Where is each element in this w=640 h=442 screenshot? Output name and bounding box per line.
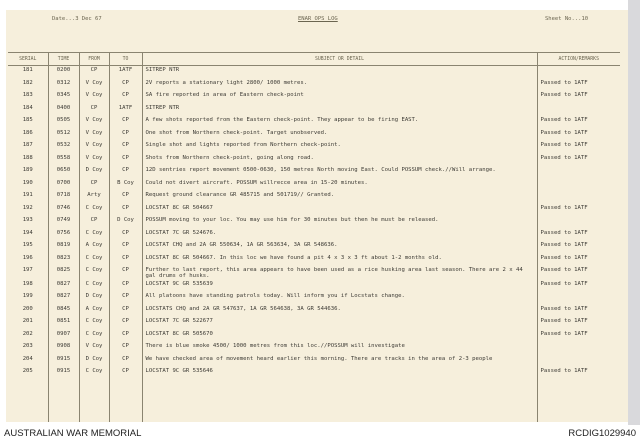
- cell-from: C Coy: [79, 330, 109, 343]
- table-row: [8, 154, 620, 167]
- table-row: [8, 355, 620, 368]
- table-row: [8, 254, 620, 267]
- cell-time: 0532: [48, 141, 79, 154]
- cell-time: 0827: [48, 280, 79, 293]
- cell-serial: 201: [8, 317, 48, 330]
- cell-action: Passed to 1ATF: [540, 280, 588, 287]
- blank-cell: [8, 380, 48, 422]
- cell-to: CP: [109, 191, 142, 204]
- cell-subject: One shot from Northern check-point. Target unobserved.: [142, 129, 537, 142]
- cell-time: 0851: [48, 317, 79, 330]
- cell-from: C Coy: [79, 204, 109, 217]
- cell-time: 0746: [48, 204, 79, 217]
- cell-to: CP: [109, 204, 142, 217]
- table-row: [8, 266, 620, 280]
- cell-to: CP: [109, 355, 142, 368]
- table-row: [8, 204, 620, 217]
- cell-serial: 199: [8, 292, 48, 305]
- cell-from: CP: [79, 179, 109, 192]
- cell-subject: LOCSTATS CHQ and 2A GR 547637, 1A GR 564638, 3A GR 544636.: [142, 305, 537, 318]
- cell-serial: 190: [8, 179, 48, 192]
- cell-serial: 191: [8, 191, 48, 204]
- cell-time: 0512: [48, 129, 79, 142]
- cell-serial: 205: [8, 367, 48, 380]
- cell-to: CP: [109, 330, 142, 343]
- cell-action: Passed to 1ATF: [540, 330, 588, 337]
- col-time: TIME: [48, 53, 79, 66]
- cell-time: 0823: [48, 254, 79, 267]
- cell-action: Passed to 1ATF: [540, 305, 588, 312]
- cell-time: 0915: [48, 367, 79, 380]
- cell-subject: LOCSTAT 8C GR 504667: [142, 204, 537, 217]
- cell-action: Passed to 1ATF: [540, 368, 588, 375]
- table-row: [8, 179, 620, 192]
- cell-from: C Coy: [79, 367, 109, 380]
- cell-from: V Coy: [79, 116, 109, 129]
- cell-from: V Coy: [79, 79, 109, 92]
- blank-cell: [109, 380, 142, 422]
- cell-to: CP: [109, 280, 142, 293]
- cell-to: CP: [109, 342, 142, 355]
- cell-subject: SITREP NTR: [142, 66, 537, 79]
- blank-cell: [142, 380, 537, 422]
- table-row: [8, 191, 620, 204]
- col-to: TO: [109, 53, 142, 66]
- table-row: [8, 129, 620, 142]
- cell-from: C Coy: [79, 229, 109, 242]
- cell-serial: 186: [8, 129, 48, 142]
- cell-to: CP: [109, 229, 142, 242]
- cell-action: Passed to 1ATF: [540, 242, 588, 248]
- cell-to: CP: [109, 116, 142, 129]
- table-row: [8, 330, 620, 343]
- cell-time: 0825: [48, 266, 79, 280]
- col-from: FROM: [79, 53, 109, 66]
- table-header: [8, 53, 620, 66]
- col-action: ACTION/REMARKS: [537, 53, 620, 66]
- cell-to: 1ATF: [109, 66, 142, 79]
- cell-subject: LOCSTAT CHQ and 2A GR 550634, 1A GR 563634, 3A GR 548636.: [142, 241, 537, 254]
- cell-action: Passed to 1ATF: [540, 318, 588, 325]
- cell-time: 0819: [48, 241, 79, 254]
- cell-subject: POSSUM moving to your loc. You may use him for 30 minutes but then he must be released.: [142, 216, 537, 229]
- table-row: [8, 367, 620, 380]
- cell-action: Passed to 1ATF: [540, 204, 588, 211]
- cell-subject: 2V reports a stationary light 2800/ 1000 metres.: [142, 79, 537, 92]
- col-serial: SERIAL: [8, 53, 48, 66]
- cell-from: D Coy: [79, 355, 109, 368]
- cell-to: CP: [109, 91, 142, 104]
- cell-action: Passed to 1ATF: [540, 92, 588, 98]
- cell-time: 0650: [48, 166, 79, 179]
- cell-time: 0845: [48, 305, 79, 318]
- blank-cell: [48, 380, 79, 422]
- cell-serial: 184: [8, 104, 48, 117]
- footer-id: RCDIG1029940: [568, 428, 636, 439]
- cell-serial: 194: [8, 229, 48, 242]
- cell-from: D Coy: [79, 166, 109, 179]
- cell-subject: We have checked area of movement heard earlier this morning. There are tracks in the area of 2-3 people: [142, 355, 537, 368]
- table-row: [8, 241, 620, 254]
- cell-time: 0915: [48, 355, 79, 368]
- cell-serial: 196: [8, 254, 48, 267]
- cell-from: V Coy: [79, 141, 109, 154]
- cell-from: Arty: [79, 191, 109, 204]
- cell-action: Passed to 1ATF: [540, 267, 588, 273]
- cell-from: CP: [79, 216, 109, 229]
- cell-from: C Coy: [79, 317, 109, 330]
- cell-time: 0756: [48, 229, 79, 242]
- cell-time: 0908: [48, 342, 79, 355]
- cell-to: CP: [109, 266, 142, 280]
- cell-serial: 195: [8, 241, 48, 254]
- table-row: [8, 342, 620, 355]
- table-row: [8, 166, 620, 179]
- cell-to: CP: [109, 317, 142, 330]
- cell-serial: 192: [8, 204, 48, 217]
- date-field: [52, 16, 102, 22]
- table-row: [8, 229, 620, 242]
- cell-subject: LOCSTAT 7C GR 522677: [142, 317, 537, 330]
- cell-subject: LOCSTAT 9C GR 535639: [142, 280, 537, 293]
- table-row: [8, 104, 620, 117]
- sheet-value: 10: [581, 16, 589, 22]
- cell-to: CP: [109, 367, 142, 380]
- cell-action: Passed to 1ATF: [540, 229, 588, 236]
- cell-serial: 202: [8, 330, 48, 343]
- cell-from: A Coy: [79, 241, 109, 254]
- cell-to: 1ATF: [109, 104, 142, 117]
- cell-time: 0827: [48, 292, 79, 305]
- cell-action: Passed to 1ATF: [540, 142, 588, 148]
- sheet-title: ENAR OPS LOG: [298, 16, 338, 22]
- cell-to: D Coy: [109, 216, 142, 229]
- cell-serial: 197: [8, 266, 48, 280]
- cell-action: [537, 66, 620, 79]
- cell-subject: All platoons have standing patrols today. Will inform you if Locstats change.: [142, 292, 537, 305]
- table-row: [8, 116, 620, 129]
- table-row: [8, 66, 620, 79]
- cell-subject: LOCSTAT 7C GR 524676.: [142, 229, 537, 242]
- cell-action: Passed to 1ATF: [540, 79, 588, 86]
- footer-institution: AUSTRALIAN WAR MEMORIAL: [4, 428, 142, 439]
- cell-action: [537, 191, 620, 204]
- cell-to: CP: [109, 254, 142, 267]
- table-row: [8, 280, 620, 293]
- cell-to: CP: [109, 79, 142, 92]
- table-row: [8, 216, 620, 229]
- cell-serial: 189: [8, 166, 48, 179]
- cell-time: 0749: [48, 216, 79, 229]
- cell-from: V Coy: [79, 91, 109, 104]
- cell-serial: 193: [8, 216, 48, 229]
- cell-from: D Coy: [79, 292, 109, 305]
- cell-time: 0345: [48, 91, 79, 104]
- cell-subject: Shots from Northern check-point, going along road.: [142, 154, 537, 167]
- cell-serial: 200: [8, 305, 48, 318]
- cell-to: CP: [109, 129, 142, 142]
- cell-to: CP: [109, 305, 142, 318]
- table-row: [8, 317, 620, 330]
- table-row: [8, 141, 620, 154]
- cell-serial: 203: [8, 342, 48, 355]
- cell-serial: 182: [8, 79, 48, 92]
- table-row: [8, 91, 620, 104]
- cell-action: [537, 216, 620, 229]
- cell-from: V Coy: [79, 342, 109, 355]
- cell-serial: 204: [8, 355, 48, 368]
- cell-time: 0505: [48, 116, 79, 129]
- cell-action: Passed to 1ATF: [540, 154, 588, 161]
- table-row: [8, 79, 620, 92]
- cell-to: CP: [109, 241, 142, 254]
- cell-action: Passed to 1ATF: [540, 254, 588, 261]
- cell-action: Passed to 1ATF: [540, 129, 588, 136]
- cell-serial: 185: [8, 116, 48, 129]
- cell-serial: 183: [8, 91, 48, 104]
- cell-from: CP: [79, 104, 109, 117]
- cell-from: A Coy: [79, 305, 109, 318]
- cell-time: 0718: [48, 191, 79, 204]
- cell-serial: 181: [8, 66, 48, 79]
- sheet-label: Sheet No...: [545, 16, 582, 22]
- cell-from: V Coy: [79, 154, 109, 167]
- cell-action: [537, 342, 620, 355]
- cell-from: C Coy: [79, 280, 109, 293]
- date-label: Date...: [52, 16, 76, 22]
- cell-from: C Coy: [79, 254, 109, 267]
- cell-action: Passed to 1ATF: [540, 117, 588, 123]
- cell-subject: Request ground clearance GR 485715 and 501719// Granted.: [142, 191, 537, 204]
- cell-action: [537, 166, 620, 179]
- cell-subject: LOCSTAT 8C GR 505670: [142, 330, 537, 343]
- date-value: 3 Dec 67: [75, 16, 102, 22]
- cell-to: B Coy: [109, 179, 142, 192]
- col-subject: SUBJECT OR DETAIL: [142, 53, 537, 66]
- cell-subject: There is blue smoke 4500/ 1000 metres from this loc.//POSSUM will investigate: [142, 342, 537, 355]
- blank-cell: [537, 380, 620, 422]
- cell-action: [537, 104, 620, 117]
- blank-row: [8, 380, 620, 422]
- cell-to: CP: [109, 292, 142, 305]
- cell-subject: Could not divert aircraft. POSSUM willrecce area in 15-20 minutes.: [142, 179, 537, 192]
- cell-from: V Coy: [79, 129, 109, 142]
- cell-subject: Further to last report, this area appears to have been used as a rice husking area last season. There are 2 x 44 gal drums of husks.: [142, 266, 537, 280]
- cell-to: CP: [109, 141, 142, 154]
- cell-subject: SITREP NTR: [142, 104, 537, 117]
- scan-edge: [628, 0, 640, 425]
- cell-subject: LOCSTAT 8C GR 504667. In this loc we have found a pit 4 x 3 x 3 ft about 1-2 months old.: [142, 254, 537, 267]
- cell-serial: 188: [8, 154, 48, 167]
- cell-serial: 198: [8, 280, 48, 293]
- table-row: [8, 305, 620, 318]
- cell-time: 0312: [48, 79, 79, 92]
- ops-log-table: [8, 52, 620, 422]
- cell-to: CP: [109, 166, 142, 179]
- cell-serial: 187: [8, 141, 48, 154]
- sheet-number: [545, 16, 588, 22]
- cell-to: CP: [109, 154, 142, 167]
- cell-subject: SA fire reported in area of Eastern check-point: [142, 91, 537, 104]
- cell-subject: 12D sentries report movement 0500-0630, 150 metres North moving East. Could POSSUM check.//Will arrange.: [142, 166, 537, 179]
- cell-from: CP: [79, 66, 109, 79]
- cell-subject: A few shots reported from the Eastern check-point. They appear to be firing EAST.: [142, 116, 537, 129]
- cell-time: 0400: [48, 104, 79, 117]
- cell-action: [537, 292, 620, 305]
- cell-time: 0907: [48, 330, 79, 343]
- cell-time: 0200: [48, 66, 79, 79]
- cell-subject: LOCSTAT 9C GR 535646: [142, 367, 537, 380]
- table-row: [8, 292, 620, 305]
- cell-time: 0700: [48, 179, 79, 192]
- cell-action: [537, 179, 620, 192]
- blank-cell: [79, 380, 109, 422]
- cell-action: [537, 355, 620, 368]
- cell-time: 0558: [48, 154, 79, 167]
- cell-subject: Single shot and lights reported from Northern check-point.: [142, 141, 537, 154]
- cell-from: C Coy: [79, 266, 109, 280]
